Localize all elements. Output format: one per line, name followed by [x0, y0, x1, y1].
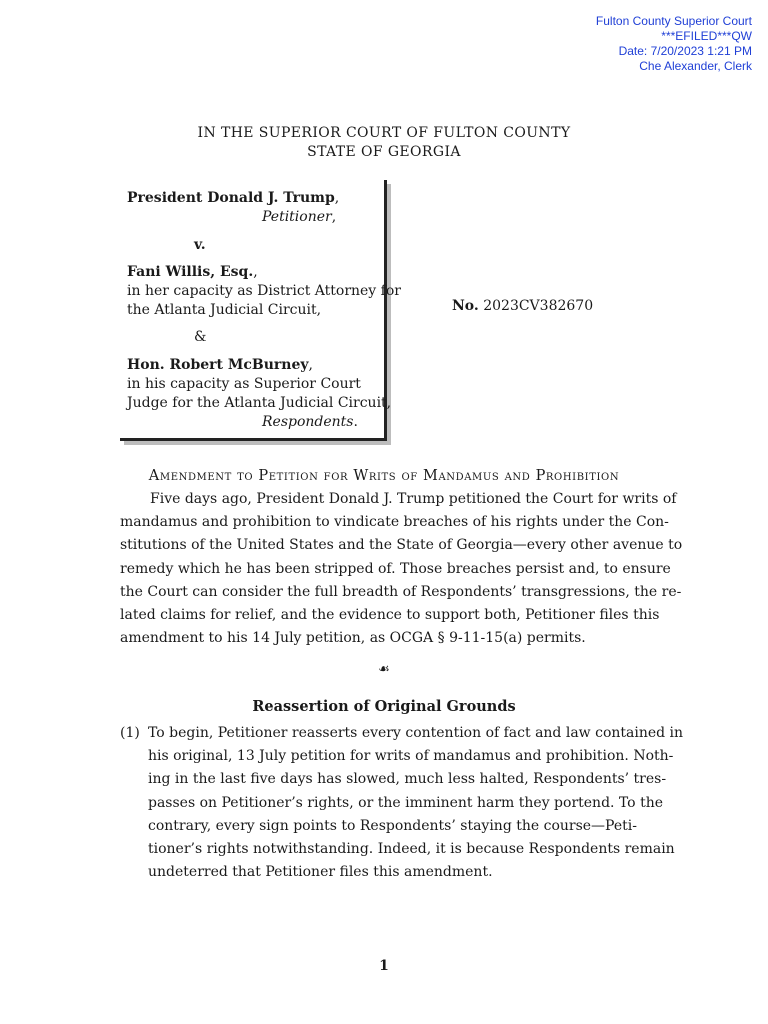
petitioner-name-line	[127, 189, 339, 208]
stamp-efiled: ***EFILED***QW	[661, 29, 752, 43]
intro-line: amendment to his 14 July petition, as OCGA § 9-11-15(a) permits.	[120, 630, 586, 647]
stamp-date: Date: 7/20/2023 1:21 PM	[618, 44, 752, 58]
section-ornament-icon: ☙	[378, 662, 390, 677]
item-line: contrary, every sign points to Respondents’ staying the course—Peti-	[148, 817, 637, 834]
petitioner-role-comma: ,	[331, 209, 337, 225]
petitioner-role: Petitioner	[262, 209, 332, 225]
intro-line: lated claims for relief, and the evidence to support both, Petitioner files this	[120, 607, 660, 624]
respondent2-comma: ,	[308, 357, 313, 373]
petitioner-role-line	[262, 208, 336, 227]
respondent2-name-line	[127, 356, 313, 375]
intro-line: the Court can consider the full breadth of Respondents’ transgressions, the re-	[120, 583, 682, 600]
petitioner-name: President Donald J. Trump	[127, 190, 335, 206]
respondent1-capacity-line2: the Atlanta Judicial Circuit,	[127, 302, 322, 318]
intro-line: mandamus and prohibition to vindicate breaches of his rights under the Con-	[120, 514, 669, 531]
petitioner-comma: ,	[334, 190, 340, 206]
item-line: ing in the last five days has slowed, much less halted, Respondents’ tres-	[148, 771, 667, 788]
respondent1-comma: ,	[253, 264, 258, 280]
case-number	[452, 297, 593, 316]
page-number: 1	[379, 958, 389, 974]
court-header	[0, 124, 768, 162]
respondent1-name-line	[127, 263, 258, 282]
respondent1-name: Fani Willis, Esq.	[127, 264, 254, 280]
item-paragraph	[148, 722, 684, 884]
section-heading: Reassertion of Original Grounds	[252, 698, 516, 715]
item-line: passes on Petitioner’s rights, or the imminent harm they portend. To the	[148, 794, 663, 811]
respondent2-capacity-line1: in his capacity as Superior Court	[127, 376, 361, 392]
intro-line: remedy which he has been stripped of. Those breaches persist and, to ensure	[120, 560, 671, 577]
item-line: his original, 13 July petition for writs of mandamus and prohibition. Noth-	[148, 748, 674, 765]
respondents-role: Respondents	[262, 414, 354, 430]
case-number-label: No.	[452, 298, 479, 314]
item-line: tioner’s rights notwithstanding. Indeed, it is because Respondents remain	[148, 841, 675, 858]
item-number: (1)	[120, 725, 140, 741]
case-number-value: 2023CV382670	[483, 298, 594, 314]
intro-line: Five days ago, President Donald J. Trump petitioned the Court for writs of	[150, 491, 677, 507]
respondent2-capacity-line2: Judge for the Atlanta Judicial Circuit,	[127, 395, 392, 411]
respondents-role-line	[262, 413, 358, 432]
item-line: undeterred that Petitioner files this amendment.	[148, 864, 493, 881]
stamp-court: Fulton County Superior Court	[595, 14, 752, 28]
ampersand: &	[194, 329, 207, 345]
court-header-line1: IN THE SUPERIOR COURT OF FULTON COUNTY	[197, 125, 571, 141]
respondent2-name: Hon. Robert McBurney	[127, 357, 309, 373]
court-header-line2: STATE OF GEORGIA	[307, 144, 461, 160]
stamp-clerk: Che Alexander, Clerk	[639, 59, 752, 73]
item-line: To begin, Petitioner reasserts every contention of fact and law contained in	[148, 725, 684, 741]
document-title: Amendment to Petition for Writs of Mandamus and Prohibition	[148, 468, 620, 484]
versus: v.	[194, 237, 206, 253]
respondent1-capacity-line1: in her capacity as District Attorney for	[127, 283, 401, 299]
efiling-stamp	[596, 14, 752, 74]
respondents-period: .	[353, 414, 358, 430]
intro-line: stitutions of the United States and the State of Georgia—every other avenue to	[120, 537, 683, 554]
intro-paragraph	[120, 488, 683, 650]
